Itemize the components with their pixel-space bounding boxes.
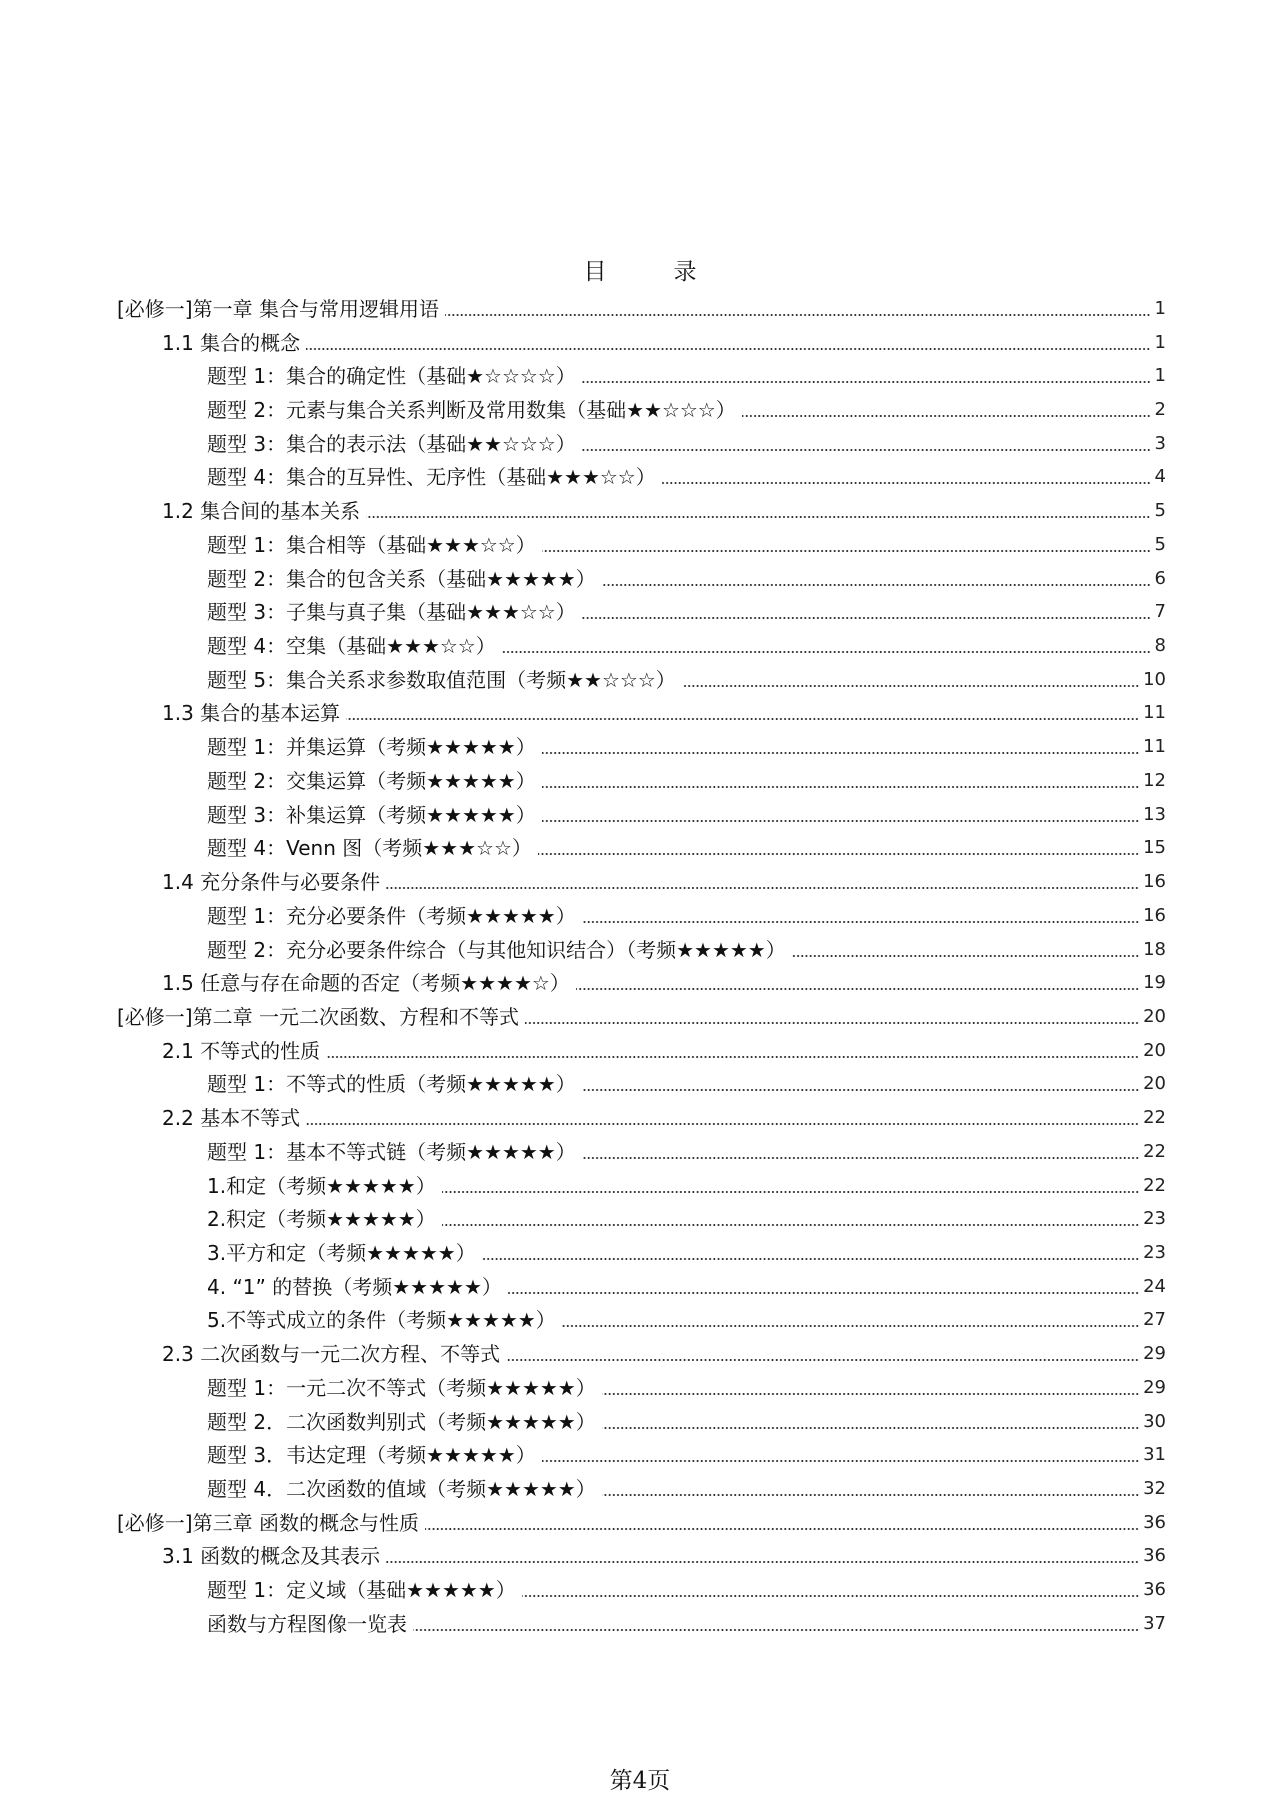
toc-subsection-entry[interactable] (0, 663, 1280, 697)
toc-subsection-entry[interactable] (0, 1236, 1280, 1270)
toc-page-number: 22 (1143, 1107, 1166, 1129)
toc-section-entry[interactable] (0, 494, 1280, 528)
toc-subsection-entry[interactable] (0, 1135, 1280, 1169)
toc-page-number: 20 (1143, 1073, 1166, 1095)
dot-leader (346, 718, 1139, 720)
toc-page-number: 36 (1143, 1579, 1166, 1601)
toc-entry-title: 题型 1：不等式的性质（考频★★★★★） (207, 1072, 576, 1097)
toc-entry-title: 题型 4：集合的互异性、无序性（基础★★★☆☆） (207, 465, 656, 490)
toc-entry-title: 题型 1：集合相等（基础★★★☆☆） (207, 532, 536, 557)
dot-leader (562, 1325, 1139, 1327)
toc-page-number: 5 (1154, 533, 1166, 555)
toc-page-number: 2 (1154, 399, 1166, 421)
toc-subsection-entry[interactable] (0, 1438, 1280, 1472)
toc-section-entry[interactable] (0, 326, 1280, 360)
toc-entry-title: 题型 1：充分必要条件（考频★★★★★） (207, 903, 576, 928)
toc-page-number: 19 (1143, 972, 1166, 994)
table-of-contents (0, 292, 1280, 1641)
toc-entry-title: 1.2 集合间的基本关系 (162, 499, 361, 524)
toc-subsection-entry[interactable] (0, 1270, 1280, 1304)
dot-leader (582, 617, 1151, 619)
toc-page-number: 3 (1154, 432, 1166, 454)
toc-entry-title: 题型 4．二次函数的值域（考频★★★★★） (207, 1477, 596, 1502)
toc-page-number: 29 (1143, 1343, 1166, 1365)
toc-entry-title: 2.积定（考频★★★★★） (207, 1207, 436, 1232)
toc-subsection-entry[interactable] (0, 1607, 1280, 1641)
dot-leader (602, 1494, 1139, 1496)
dot-leader (542, 550, 1151, 552)
toc-entry-title: 1.和定（考频★★★★★） (207, 1173, 436, 1198)
dot-leader (445, 314, 1151, 316)
toc-page-number: 30 (1143, 1410, 1166, 1432)
toc-page-number: 22 (1143, 1140, 1166, 1162)
toc-entry-title: 3.1 函数的概念及其表示 (162, 1544, 381, 1569)
dot-leader (792, 955, 1139, 957)
toc-entry-title: 1.5 任意与存在命题的否定（考频★★★★☆） (162, 971, 570, 996)
toc-page-number: 37 (1143, 1612, 1166, 1634)
toc-subsection-entry[interactable] (0, 764, 1280, 798)
toc-section-entry[interactable] (0, 966, 1280, 1000)
toc-page-number: 31 (1143, 1444, 1166, 1466)
toc-subsection-entry[interactable] (0, 1202, 1280, 1236)
toc-page-number: 13 (1143, 803, 1166, 825)
toc-page-number: 15 (1143, 837, 1166, 859)
dot-leader (582, 381, 1151, 383)
dot-leader (542, 752, 1139, 754)
dot-leader (582, 1089, 1139, 1091)
toc-entry-title: 题型 3．韦达定理（考频★★★★★） (207, 1443, 536, 1468)
toc-page-number: 29 (1143, 1376, 1166, 1398)
toc-entry-title: 2.2 基本不等式 (162, 1106, 301, 1131)
toc-entry-title: 3.平方和定（考频★★★★★） (207, 1240, 476, 1265)
toc-title: 目 录 (583, 259, 719, 285)
dot-leader (386, 1561, 1139, 1563)
toc-page-number: 6 (1154, 567, 1166, 589)
dot-leader (482, 1258, 1139, 1260)
dot-leader (576, 988, 1139, 990)
toc-page-number: 22 (1143, 1174, 1166, 1196)
toc-entry-title: 4. “1” 的替换（考频★★★★★） (207, 1274, 502, 1299)
toc-page-number: 23 (1143, 1208, 1166, 1230)
toc-page-number: 18 (1143, 938, 1166, 960)
toc-page-number: 36 (1143, 1545, 1166, 1567)
toc-page-number: 12 (1143, 769, 1166, 791)
dot-leader (602, 1427, 1139, 1429)
toc-subsection-entry[interactable] (0, 1573, 1280, 1607)
dot-leader (522, 1595, 1139, 1597)
toc-subsection-entry[interactable] (0, 933, 1280, 967)
toc-section-entry[interactable] (0, 1540, 1280, 1574)
dot-leader (425, 1528, 1139, 1530)
toc-entry-title: 题型 2：元素与集合关系判断及常用数集（基础★★☆☆☆） (207, 398, 736, 423)
dot-leader (742, 415, 1151, 417)
toc-section-entry[interactable] (0, 697, 1280, 731)
toc-entry-title: 题型 2．二次函数判别式（考频★★★★★） (207, 1409, 596, 1434)
toc-page-number: 36 (1143, 1511, 1166, 1533)
toc-page-number: 10 (1143, 668, 1166, 690)
toc-entry-title: [必修一]第二章 一元二次函数、方程和不等式 (117, 1004, 519, 1029)
toc-page-number: 11 (1143, 736, 1166, 758)
toc-subsection-entry[interactable] (0, 562, 1280, 596)
dot-leader (306, 1123, 1139, 1125)
dot-leader (662, 482, 1151, 484)
dot-leader (602, 1393, 1139, 1395)
dot-leader (506, 1359, 1139, 1361)
dot-leader (386, 887, 1139, 889)
toc-subsection-entry[interactable] (0, 461, 1280, 495)
toc-entry-title: 1.1 集合的概念 (162, 330, 301, 355)
toc-page-number: 1 (1154, 365, 1166, 387)
toc-page-number: 16 (1143, 904, 1166, 926)
toc-entry-title: 2.1 不等式的性质 (162, 1038, 321, 1063)
dot-leader (542, 1460, 1139, 1462)
dot-leader (682, 685, 1139, 687)
dot-leader (602, 584, 1151, 586)
toc-subsection-entry[interactable] (0, 1068, 1280, 1102)
toc-entry-title: 题型 2：集合的包含关系（基础★★★★★） (207, 566, 596, 591)
toc-subsection-entry[interactable] (0, 393, 1280, 427)
toc-page-number: 11 (1143, 702, 1166, 724)
toc-entry-title: 1.4 充分条件与必要条件 (162, 870, 381, 895)
toc-chapter-entry[interactable] (0, 292, 1280, 326)
toc-page-number: 23 (1143, 1241, 1166, 1263)
toc-subsection-entry[interactable] (0, 595, 1280, 629)
toc-entry-title: 1.3 集合的基本运算 (162, 701, 341, 726)
dot-leader (538, 853, 1139, 855)
toc-entry-title: 题型 1：基本不等式链（考频★★★★★） (207, 1139, 576, 1164)
dot-leader (306, 348, 1150, 350)
dot-leader (582, 449, 1151, 451)
toc-subsection-entry[interactable] (0, 1371, 1280, 1405)
toc-entry-title: 题型 1：一元二次不等式（考频★★★★★） (207, 1375, 596, 1400)
dot-leader (413, 1629, 1139, 1631)
toc-entry-title: 题型 4：Venn 图（考频★★★☆☆） (207, 836, 532, 861)
dot-leader (582, 921, 1139, 923)
dot-leader (542, 820, 1139, 822)
toc-page-number: 8 (1154, 635, 1166, 657)
toc-page-number: 1 (1154, 297, 1166, 319)
toc-entry-title: [必修一]第三章 函数的概念与性质 (117, 1510, 419, 1535)
dot-leader (525, 1022, 1139, 1024)
dot-leader (442, 1191, 1139, 1193)
toc-page-number: 5 (1154, 500, 1166, 522)
dot-leader (542, 786, 1139, 788)
toc-subsection-entry[interactable] (0, 427, 1280, 461)
toc-entry-title: 函数与方程图像一览表 (207, 1611, 407, 1636)
dot-leader (326, 1056, 1139, 1058)
toc-entry-title: 题型 4：空集（基础★★★☆☆） (207, 634, 496, 659)
toc-entry-title: 2.3 二次函数与一元二次方程、不等式 (162, 1342, 501, 1367)
toc-entry-title: 题型 2：交集运算（考频★★★★★） (207, 768, 536, 793)
toc-section-entry[interactable] (0, 1337, 1280, 1371)
toc-subsection-entry[interactable] (0, 359, 1280, 393)
toc-chapter-entry[interactable] (0, 1000, 1280, 1034)
toc-subsection-entry[interactable] (0, 528, 1280, 562)
toc-entry-title: 题型 5：集合关系求参数取值范围（考频★★☆☆☆） (207, 667, 676, 692)
dot-leader (366, 516, 1150, 518)
toc-page-number: 20 (1143, 1005, 1166, 1027)
toc-entry-title: 题型 1：并集运算（考频★★★★★） (207, 735, 536, 760)
toc-subsection-entry[interactable] (0, 832, 1280, 866)
toc-page-number: 7 (1154, 601, 1166, 623)
dot-leader (442, 1224, 1139, 1226)
toc-page-number: 24 (1143, 1275, 1166, 1297)
dot-leader (502, 651, 1151, 653)
dot-leader (508, 1292, 1139, 1294)
toc-page-number: 1 (1154, 331, 1166, 353)
toc-section-entry[interactable] (0, 865, 1280, 899)
toc-subsection-entry[interactable] (0, 629, 1280, 663)
toc-page-number: 27 (1143, 1309, 1166, 1331)
toc-section-entry[interactable] (0, 1101, 1280, 1135)
toc-chapter-entry[interactable] (0, 1506, 1280, 1540)
toc-page-number: 16 (1143, 871, 1166, 893)
toc-section-entry[interactable] (0, 1034, 1280, 1068)
dot-leader (582, 1157, 1139, 1159)
toc-subsection-entry[interactable] (0, 1169, 1280, 1203)
toc-subsection-entry[interactable] (0, 1405, 1280, 1439)
toc-entry-title: 题型 3：子集与真子集（基础★★★☆☆） (207, 600, 576, 625)
toc-subsection-entry[interactable] (0, 798, 1280, 832)
toc-subsection-entry[interactable] (0, 730, 1280, 764)
toc-page-number: 20 (1143, 1039, 1166, 1061)
toc-page-number: 32 (1143, 1478, 1166, 1500)
toc-entry-title: 题型 1：集合的确定性（基础★☆☆☆☆） (207, 364, 576, 389)
toc-entry-title: 题型 2：充分必要条件综合（与其他知识结合）（考频★★★★★） (207, 937, 786, 962)
toc-entry-title: 题型 3：集合的表示法（基础★★☆☆☆） (207, 431, 576, 456)
toc-entry-title: 5.不等式成立的条件（考频★★★★★） (207, 1308, 556, 1333)
page-number-footer: 第4页 (609, 1768, 671, 1794)
toc-subsection-entry[interactable] (0, 1304, 1280, 1338)
toc-entry-title: 题型 1：定义域（基础★★★★★） (207, 1578, 516, 1603)
toc-entry-title: [必修一]第一章 集合与常用逻辑用语 (117, 296, 439, 321)
toc-page-number: 4 (1154, 466, 1166, 488)
toc-subsection-entry[interactable] (0, 899, 1280, 933)
toc-entry-title: 题型 3：补集运算（考频★★★★★） (207, 802, 536, 827)
toc-subsection-entry[interactable] (0, 1472, 1280, 1506)
